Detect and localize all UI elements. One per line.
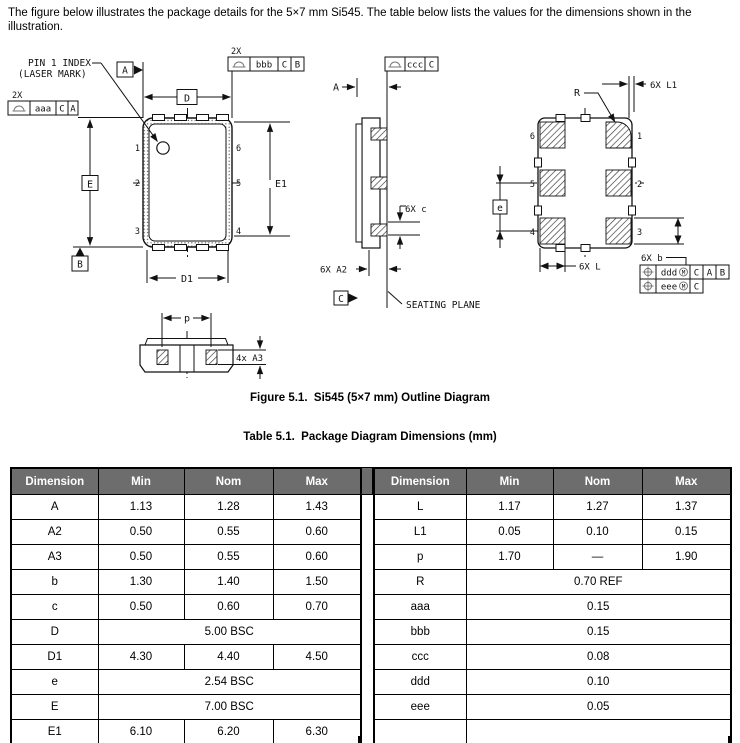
dimension-cell: 0.50 bbox=[98, 545, 184, 570]
col-header-nom: Nom bbox=[184, 468, 273, 495]
dim-label-E: E bbox=[86, 179, 94, 191]
pin-number: 3 bbox=[134, 227, 140, 237]
dimension-cell: 1.43 bbox=[273, 495, 361, 520]
dimension-cell: 0.55 bbox=[184, 545, 273, 570]
dimension-span-value: 0.10 bbox=[466, 670, 731, 695]
pin-number: 6 bbox=[529, 132, 535, 142]
table-row bbox=[374, 670, 731, 695]
fcf-datum: C bbox=[428, 60, 435, 71]
dimension-cell: 0.60 bbox=[273, 545, 361, 570]
top-view bbox=[8, 47, 304, 285]
dimension-cell: p bbox=[374, 545, 466, 570]
table-row bbox=[374, 520, 731, 545]
dimensions-table-right bbox=[373, 467, 732, 743]
pin-number: 1 bbox=[134, 144, 140, 154]
fcf-eee bbox=[640, 279, 703, 293]
dimension-cell: L1 bbox=[374, 520, 466, 545]
dimension-cell: A2 bbox=[11, 520, 98, 545]
mmc-letter: M bbox=[681, 283, 686, 291]
table-row bbox=[374, 570, 731, 595]
label-6x-c: 6X c bbox=[405, 205, 427, 215]
fcf-bbb bbox=[228, 47, 304, 71]
table-row bbox=[374, 495, 731, 520]
dimension-cell: 1.28 bbox=[184, 495, 273, 520]
dimension-cell: c bbox=[11, 595, 98, 620]
table-row bbox=[374, 645, 731, 670]
dimension-cell: — bbox=[553, 545, 642, 570]
table-row bbox=[11, 645, 361, 670]
table-continuation-right bbox=[373, 736, 730, 743]
pin1-mark-icon bbox=[157, 142, 169, 154]
datum-a-label: A bbox=[122, 65, 128, 77]
pin-number: 6 bbox=[236, 144, 242, 154]
dim-label-R: R bbox=[573, 88, 581, 99]
table-header-row bbox=[374, 468, 731, 495]
pin-number: 5 bbox=[529, 180, 535, 190]
dimension-cell: 4.50 bbox=[273, 645, 361, 670]
intro-paragraph: The figure below illustrates the package details for the 5×7 mm Si545. The table below lists the values for the dimensions shown in the illustration. bbox=[8, 7, 692, 34]
end-view bbox=[140, 313, 266, 379]
dimension-cell: L bbox=[374, 495, 466, 520]
dimension-cell: 1.27 bbox=[553, 495, 642, 520]
col-header-max: Max bbox=[642, 468, 731, 495]
table-row bbox=[374, 595, 731, 620]
table-row bbox=[11, 695, 361, 720]
pin-number: 5 bbox=[236, 179, 242, 189]
pin-number: 4 bbox=[236, 227, 242, 237]
col-header-dimension: Dimension bbox=[374, 468, 466, 495]
dimension-span-value: 5.00 BSC bbox=[98, 620, 361, 645]
dim-label-p: p bbox=[183, 313, 191, 325]
bottom-view bbox=[493, 76, 729, 293]
dimension-cell: 1.17 bbox=[466, 495, 553, 520]
col-header-min: Min bbox=[98, 468, 184, 495]
fcf-aaa bbox=[8, 91, 78, 115]
dimension-cell: 1.30 bbox=[98, 570, 184, 595]
table-row bbox=[11, 570, 361, 595]
dimension-cell: aaa bbox=[374, 595, 466, 620]
col-header-nom: Nom bbox=[553, 468, 642, 495]
fcf-ccc bbox=[385, 57, 438, 71]
dimension-cell: 1.40 bbox=[184, 570, 273, 595]
fcf-tolerance: bbb bbox=[255, 60, 273, 71]
seating-plane-label: SEATING PLANE bbox=[406, 300, 481, 311]
dimension-cell: ccc bbox=[374, 645, 466, 670]
table-row bbox=[11, 670, 361, 695]
dimension-cell: 1.90 bbox=[642, 545, 731, 570]
dimension-cell: 6.10 bbox=[98, 720, 184, 743]
label-4x-a3: 4x A3 bbox=[236, 354, 264, 364]
fcf-tolerance: ddd bbox=[660, 268, 678, 279]
dimension-cell: 6.20 bbox=[184, 720, 273, 743]
table-row bbox=[374, 545, 731, 570]
qty-label: 2X bbox=[231, 47, 242, 57]
fcf-tolerance: eee bbox=[660, 282, 678, 293]
dimension-cell: 0.15 bbox=[642, 520, 731, 545]
dim-label-D1: D1 bbox=[180, 274, 194, 285]
table-row bbox=[11, 595, 361, 620]
dimension-cell: E1 bbox=[11, 720, 98, 743]
dimension-cell: D bbox=[11, 620, 98, 645]
dimension-cell: 0.55 bbox=[184, 520, 273, 545]
dimension-span-value: 0.05 bbox=[466, 695, 731, 720]
fcf-tolerance: ccc bbox=[406, 60, 424, 71]
dimension-span-value: 2.54 BSC bbox=[98, 670, 361, 695]
col-header-min: Min bbox=[466, 468, 553, 495]
pin1-pad bbox=[606, 122, 631, 148]
table-row bbox=[11, 520, 361, 545]
dim-label-A: A bbox=[332, 82, 340, 94]
table-caption: Table 5.1. Package Diagram Dimensions (mm) bbox=[243, 431, 497, 443]
table-header-row bbox=[11, 468, 361, 495]
pin-number: 4 bbox=[529, 228, 535, 238]
figure-caption: Figure 5.1. Si545 (5×7 mm) Outline Diagram bbox=[250, 392, 490, 404]
fcf-datum: A bbox=[70, 104, 76, 115]
pin-number: 2 bbox=[134, 179, 140, 189]
fcf-datum: C bbox=[693, 268, 700, 279]
dimension-cell: E bbox=[11, 695, 98, 720]
table-row bbox=[11, 495, 361, 520]
label-6x-b: 6X b bbox=[641, 254, 663, 264]
table-row bbox=[374, 695, 731, 720]
fcf-datum: A bbox=[706, 268, 713, 279]
datum-b-label: B bbox=[77, 259, 83, 271]
dimension-cell: ddd bbox=[374, 670, 466, 695]
dimension-cell: eee bbox=[374, 695, 466, 720]
dimension-cell: b bbox=[11, 570, 98, 595]
dim-label-e: e bbox=[497, 203, 503, 214]
dimension-span-value: 7.00 BSC bbox=[98, 695, 361, 720]
side-view bbox=[320, 57, 481, 311]
label-6x-l: 6X L bbox=[579, 262, 601, 273]
col-header-max: Max bbox=[273, 468, 361, 495]
fcf-datum: B bbox=[294, 60, 301, 71]
dimension-cell: 1.37 bbox=[642, 495, 731, 520]
dim-label-E1: E1 bbox=[275, 179, 288, 190]
pin1-index-label2: (LASER MARK) bbox=[18, 69, 87, 80]
pin-number: 2 bbox=[637, 180, 643, 190]
pin-number: 3 bbox=[637, 228, 643, 238]
dimension-cell: 4.30 bbox=[98, 645, 184, 670]
dimension-cell: 0.60 bbox=[273, 520, 361, 545]
fcf-datum: B bbox=[719, 268, 726, 279]
dimension-cell: 1.13 bbox=[98, 495, 184, 520]
table-row bbox=[11, 620, 361, 645]
pin-number: 1 bbox=[637, 132, 643, 142]
datum-c-label: C bbox=[338, 294, 344, 305]
dimension-cell: 0.70 bbox=[273, 595, 361, 620]
dimension-span-value: 0.15 bbox=[466, 620, 731, 645]
fcf-ddd bbox=[640, 265, 729, 279]
dimension-cell: 0.50 bbox=[98, 595, 184, 620]
label-6x-a2: 6X A2 bbox=[320, 265, 348, 276]
dimension-cell: A3 bbox=[11, 545, 98, 570]
col-header-dimension: Dimension bbox=[11, 468, 98, 495]
dimension-cell: 1.50 bbox=[273, 570, 361, 595]
dimension-span-value: 0.08 bbox=[466, 645, 731, 670]
table-row bbox=[11, 545, 361, 570]
dimension-cell: 0.05 bbox=[466, 520, 553, 545]
dimension-cell: 0.60 bbox=[184, 595, 273, 620]
table-row bbox=[374, 620, 731, 645]
dimension-cell: 0.50 bbox=[98, 520, 184, 545]
pin1-index-label: PIN 1 INDEX bbox=[28, 58, 91, 69]
dimension-span-value: 0.70 REF bbox=[466, 570, 731, 595]
dimension-cell: bbb bbox=[374, 620, 466, 645]
dimension-cell: 0.10 bbox=[553, 520, 642, 545]
dimension-cell: 6.30 bbox=[273, 720, 361, 743]
table-continuation-left bbox=[10, 736, 360, 743]
dimension-cell: 4.40 bbox=[184, 645, 273, 670]
dimension-cell: 1.70 bbox=[466, 545, 553, 570]
mmc-letter: M bbox=[681, 269, 686, 277]
fcf-datum: C bbox=[693, 282, 700, 293]
dimension-cell: R bbox=[374, 570, 466, 595]
label-6x-l1: 6X L1 bbox=[650, 81, 678, 91]
dimension-cell: D1 bbox=[11, 645, 98, 670]
dim-label-D: D bbox=[183, 93, 191, 105]
qty-label: 2X bbox=[12, 91, 23, 101]
dimension-span-value: 0.15 bbox=[466, 595, 731, 620]
fcf-datum: C bbox=[59, 104, 65, 115]
fcf-tolerance: aaa bbox=[34, 104, 52, 115]
dimension-cell: A bbox=[11, 495, 98, 520]
dimensions-table-left bbox=[10, 467, 362, 743]
dimension-cell: e bbox=[11, 670, 98, 695]
fcf-datum: C bbox=[281, 60, 288, 71]
